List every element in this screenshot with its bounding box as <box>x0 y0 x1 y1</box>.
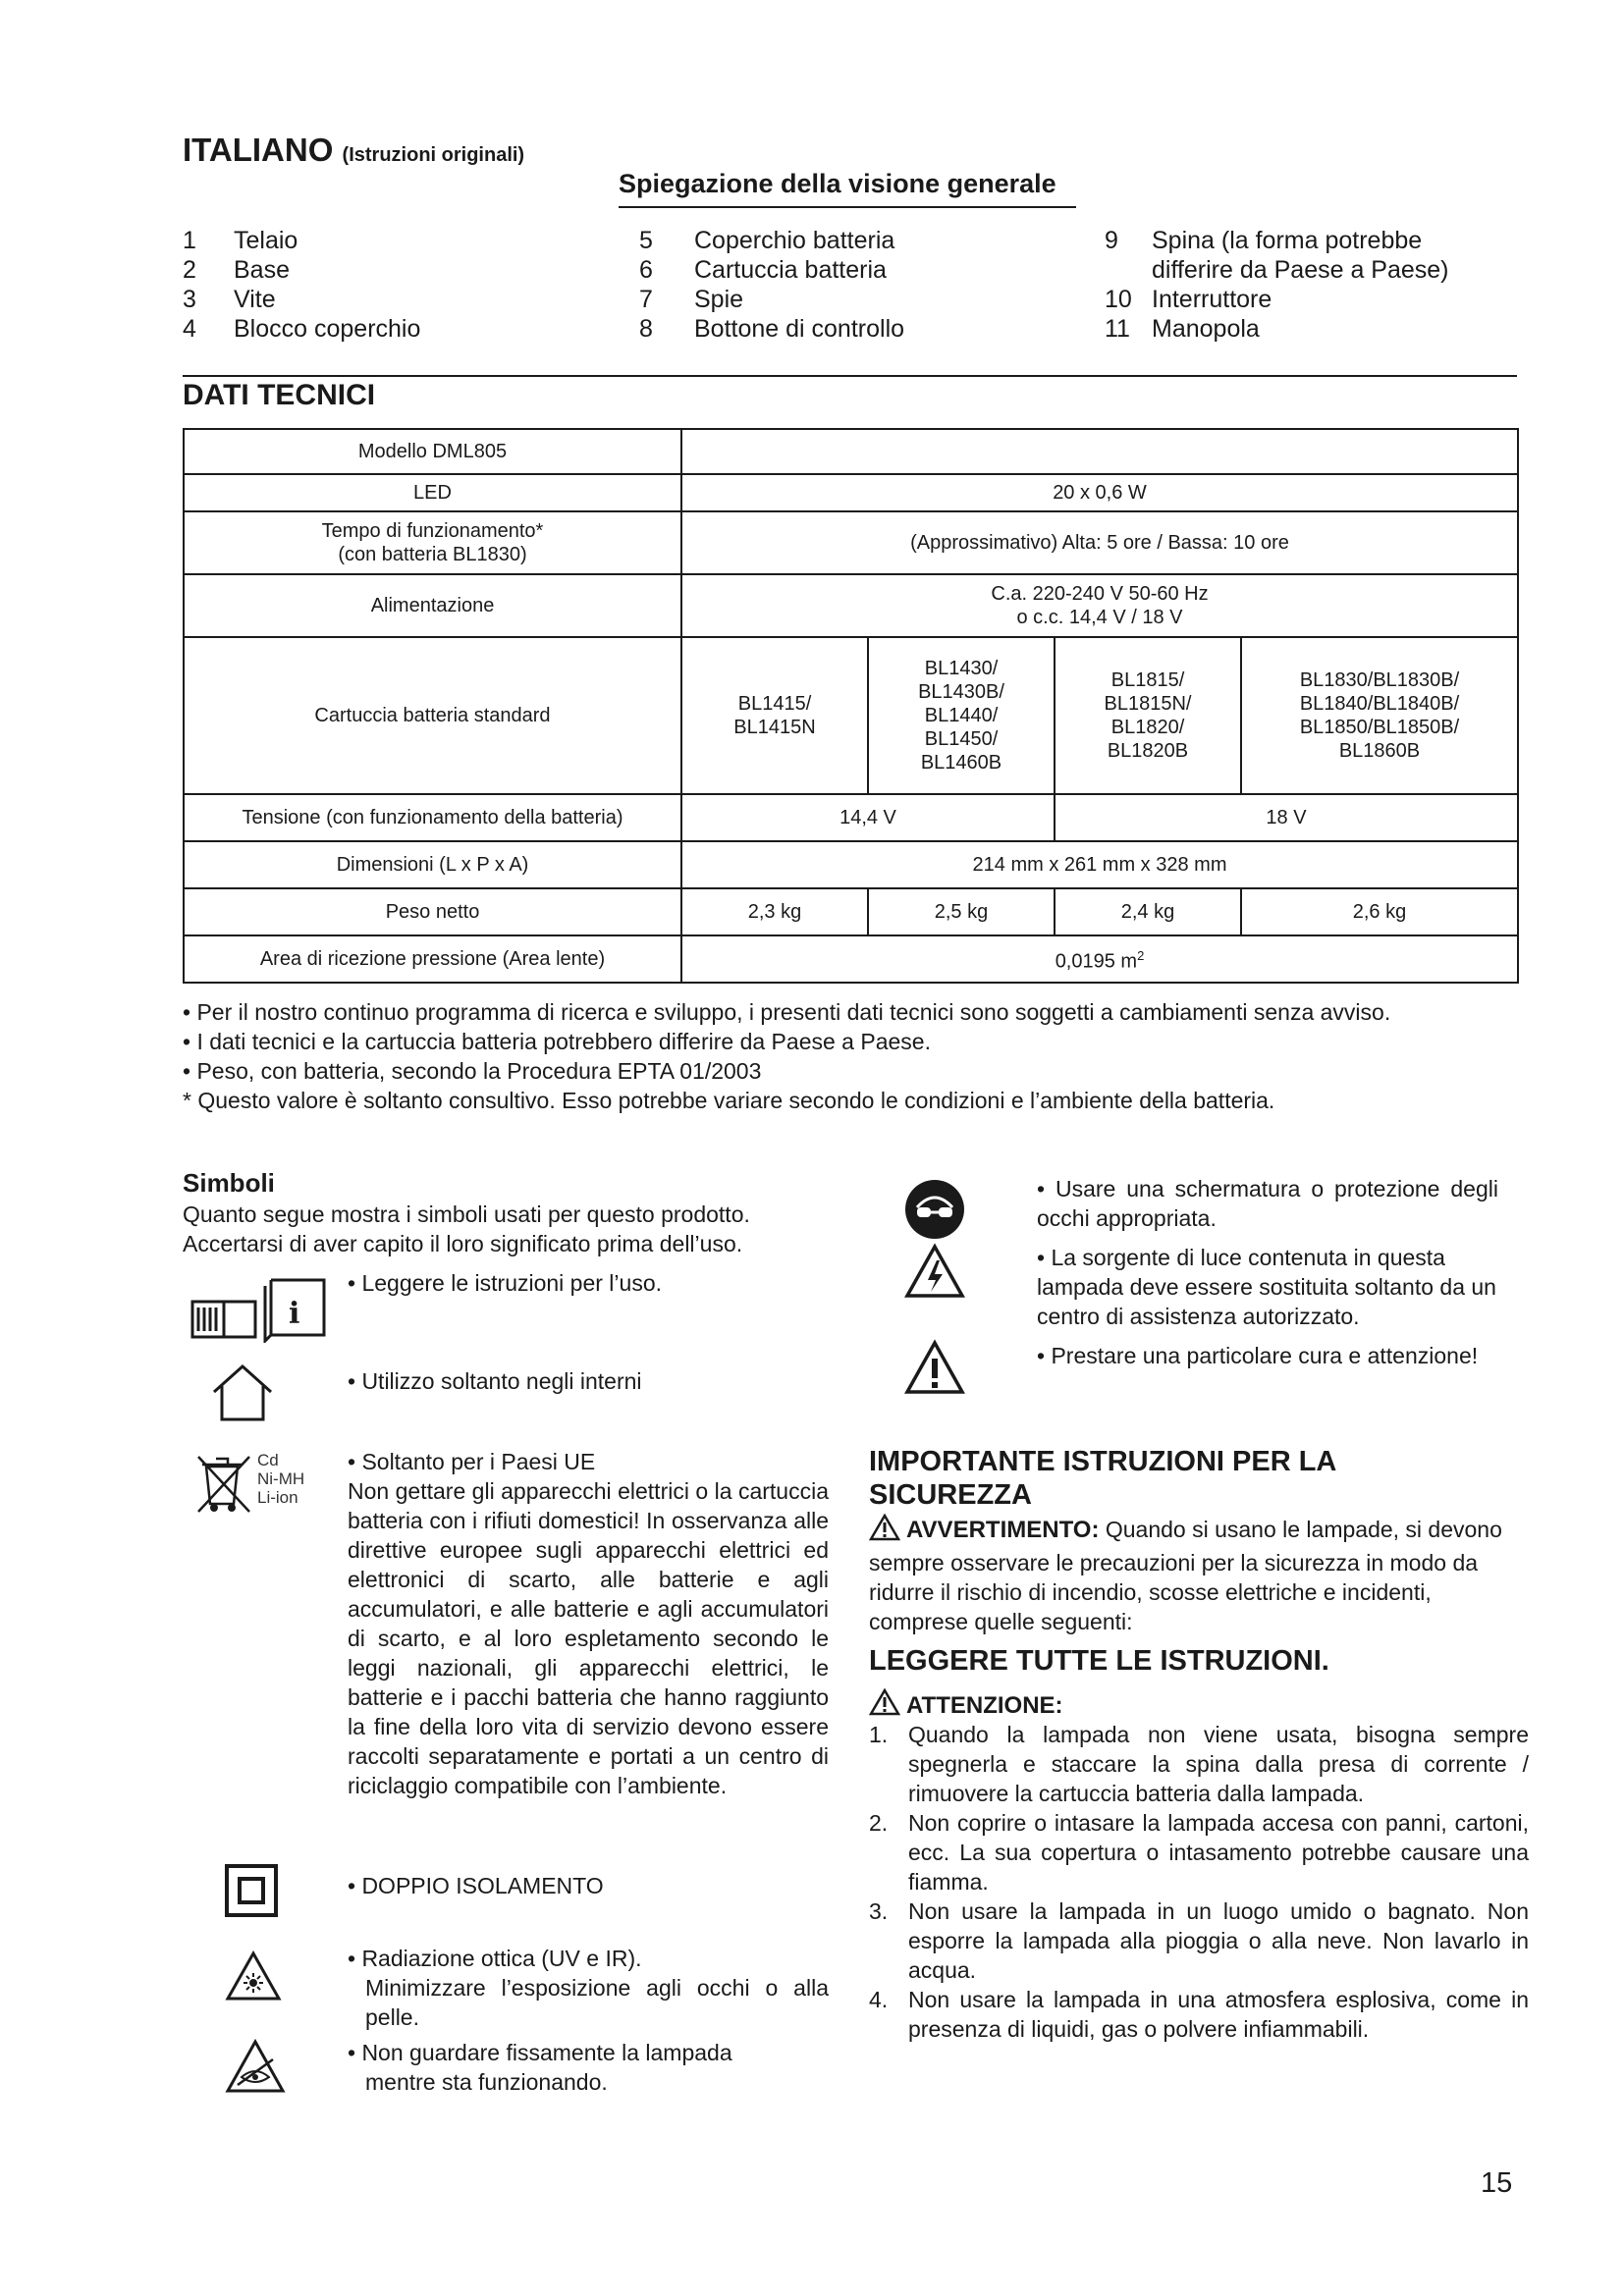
battery-model: BL1450/ <box>924 728 999 750</box>
part-label: Cartuccia batteria <box>694 256 887 284</box>
led-value: 20 x 0,6 W <box>681 474 1518 511</box>
area-label: Area di ricezione pressione (Area lente) <box>184 935 681 983</box>
item-number: 3. <box>869 1898 889 1924</box>
list-item <box>869 1985 1529 2044</box>
no-stare-icon <box>224 2038 287 2100</box>
item-number: 1. <box>869 1722 889 1747</box>
weight-value: 2,4 kg <box>1055 888 1241 935</box>
parts-list-col-2 <box>639 226 904 344</box>
list-item <box>869 1720 1529 1808</box>
list-item <box>1105 255 1449 285</box>
item-text: Quando la lampada non viene usata, bisogna sempre spegnerla e staccare la spina dalla presa di corrente / rimuovere la cartuccia batteria dalla lampada. <box>908 1722 1529 1806</box>
battery-model: BL1850/BL1850B/ <box>1299 717 1460 738</box>
part-label: Telaio <box>234 227 298 254</box>
note: • I dati tecnici e la cartuccia batteria potrebbero differire da Paese a Paese. <box>183 1029 931 1054</box>
list-item <box>639 314 904 344</box>
dimensions-label: Dimensioni (L x P x A) <box>184 841 681 888</box>
battery-model: BL1815/ <box>1110 669 1185 691</box>
battery-group <box>1055 637 1241 794</box>
symbol-indoor-text: • Utilizzo soltanto negli interni <box>348 1368 642 1394</box>
battery-model: BL1820/ <box>1110 717 1185 738</box>
part-number: 4 <box>183 315 196 343</box>
caution-label: ATTENZIONE: <box>906 1692 1063 1719</box>
model-value <box>681 429 1518 474</box>
area-value <box>681 935 1518 983</box>
symbol-read-manual-text: • Leggere le istruzioni per l’uso. <box>348 1270 663 1296</box>
symbol-optical-text-2: Minimizzare l’esposizione agli occhi o alla pelle. <box>365 1975 829 2030</box>
specs-title: DATI TECNICI <box>183 379 376 411</box>
weight-value: 2,6 kg <box>1241 888 1518 935</box>
specs-table <box>183 428 1519 984</box>
symbol-double-insulation-text: • DOPPIO ISOLAMENTO <box>348 1873 604 1898</box>
part-label: Interruttore <box>1152 286 1272 313</box>
language-note: (Istruzioni originali) <box>342 144 525 166</box>
part-number: 6 <box>639 256 653 284</box>
symbol-eye-protection-text: • Usare una schermatura o protezione degli occhi appropriata. <box>1037 1176 1498 1231</box>
item-text: Non usare la lampada in un luogo umido o bagnato. Non esporre la lampada alla pioggia o alla neve. Non lavarlo in acqua. <box>908 1898 1529 1983</box>
parts-list-col-1 <box>183 226 420 344</box>
optical-radiation-icon <box>224 1949 283 2007</box>
part-label: Manopola <box>1152 315 1260 343</box>
table-row <box>184 794 1518 841</box>
part-label: Spina (la forma potrebbe <box>1152 227 1423 254</box>
part-number: 9 <box>1105 227 1118 254</box>
list-item <box>183 285 420 314</box>
symbol-eu-body: Non gettare gli apparecchi elettrici o la cartuccia batteria con i rifiuti domestici! In osservanza alle direttive europee sugli apparecchi elettrici ed elettronici di scarto, alle batterie e agli accumulatori, e alle batterie e agli accumulatori di scarto, e al loro espletamento secondo le leggi nazionali, gli apparecchi elettrici, le batterie e i pacchi batteria che hanno raggiunto la fine della loro vita di servizio devono essere raccolti separatamente e portati a un centro di riciclaggio compatibile con l’ambiente. <box>348 1478 829 1798</box>
part-number: 2 <box>183 256 196 284</box>
warning-text: Quando si usano le lampade, si devono sempre osservare le precauzioni per la sicurezza in modo da ridurre il rischio di incendio, scosse elettriche e incidenti, comprese quelle seguenti: <box>869 1517 1502 1634</box>
symbol-optical-text-1: • Radiazione ottica (UV e IR). <box>348 1946 642 1971</box>
led-label: LED <box>184 474 681 511</box>
list-item <box>639 285 904 314</box>
list-item <box>1105 314 1449 344</box>
list-item <box>869 1896 1529 1985</box>
safety-warning <box>869 1514 1517 1636</box>
double-insulation-icon <box>224 1863 279 1923</box>
area-number: 0,0195 m <box>1055 950 1138 973</box>
symbol-no-stare-text-1: • Non guardare fissamente la lampada <box>348 2040 732 2065</box>
part-number: 7 <box>639 286 653 313</box>
power-label: Alimentazione <box>184 574 681 637</box>
note: • Peso, con batteria, secondo la Procedura EPTA 01/2003 <box>183 1058 762 1084</box>
electric-hazard-icon <box>903 1243 966 1305</box>
safety-list <box>869 1720 1529 2044</box>
battery-label: Cartuccia batteria standard <box>184 637 681 794</box>
battery-model: BL1430/ <box>924 658 999 679</box>
voltage-14v: 14,4 V <box>681 794 1055 841</box>
battery-model: BL1415N <box>733 717 816 738</box>
warning-label: AVVERTIMENTO: <box>906 1517 1100 1543</box>
symbol-eu-only-text: • Soltanto per i Paesi UE <box>348 1449 596 1474</box>
battery-model: BL1430B/ <box>918 681 1004 703</box>
battery-model: BL1820B <box>1107 740 1189 762</box>
part-label: Coperchio batteria <box>694 227 895 254</box>
caution-heading <box>869 1688 1063 1723</box>
area-unit-superscript: 2 <box>1137 948 1145 964</box>
battery-model: BL1815N/ <box>1104 693 1192 715</box>
general-view-title: Spiegazione della visione generale <box>619 169 1056 198</box>
spec-notes <box>183 997 1518 1115</box>
note: * Questo valore è soltanto consultivo. Esso potrebbe variare secondo le condizioni e l’ambiente della batteria. <box>183 1088 1275 1113</box>
list-item <box>183 226 420 255</box>
weee-labels <box>257 1451 304 1507</box>
list-item <box>1105 226 1449 255</box>
table-row <box>184 935 1518 983</box>
battery-model: BL1830/BL1830B/ <box>1299 669 1460 691</box>
parts-list-col-3 <box>1105 226 1449 344</box>
battery-group <box>1241 637 1518 794</box>
list-item <box>639 255 904 285</box>
list-item <box>1105 285 1449 314</box>
battery-group <box>681 637 868 794</box>
section-divider <box>183 375 1517 377</box>
list-item <box>869 1808 1529 1896</box>
power-value <box>681 574 1518 637</box>
read-all-heading: LEGGERE TUTTE LE ISTRUZIONI. <box>869 1645 1329 1677</box>
house-icon <box>208 1362 277 1428</box>
weight-value: 2,5 kg <box>868 888 1055 935</box>
title-underline <box>619 206 1076 208</box>
table-row <box>184 511 1518 574</box>
read-manual-icon <box>187 1272 334 1348</box>
battery-group <box>868 637 1055 794</box>
note: • Per il nostro continuo programma di ricerca e sviluppo, i presenti dati tecnici sono soggetti a cambiamenti senza avviso. <box>183 999 1391 1025</box>
table-row <box>184 888 1518 935</box>
caution-small-icon <box>869 1688 900 1723</box>
caution-icon <box>903 1339 966 1401</box>
battery-model: BL1860B <box>1338 740 1421 762</box>
part-label: Blocco coperchio <box>234 315 421 343</box>
weee-label: Li-ion <box>257 1488 298 1507</box>
language-heading <box>183 132 524 169</box>
runtime-label-line: (con batteria BL1830) <box>338 544 527 565</box>
weee-label: Cd <box>257 1451 279 1469</box>
part-number: 8 <box>639 315 653 343</box>
model-label: Modello DML805 <box>184 429 681 474</box>
warning-icon <box>869 1514 900 1548</box>
runtime-label-line: Tempo di funzionamento* <box>321 520 544 542</box>
safety-heading: IMPORTANTE ISTRUZIONI PER LA SICUREZZA <box>869 1446 1336 1511</box>
battery-model: BL1460B <box>920 752 1002 774</box>
part-number: 3 <box>183 286 196 313</box>
table-row <box>184 841 1518 888</box>
symbols-intro: Quanto segue mostra i simboli usati per questo prodotto. Accertarsi di aver capito il loro significato prima dell’uso. <box>183 1201 750 1256</box>
list-item <box>639 226 904 255</box>
power-value-line: C.a. 220-240 V 50-60 Hz <box>991 583 1209 605</box>
part-number: 11 <box>1105 315 1130 343</box>
symbol-light-source-text: • La sorgente di luce contenuta in questa lampada deve essere sostituita soltanto da un centro di assistenza autorizzato. <box>1037 1245 1496 1329</box>
item-number: 4. <box>869 1987 889 2012</box>
weight-value: 2,3 kg <box>681 888 868 935</box>
part-number: 10 <box>1105 286 1132 313</box>
item-number: 2. <box>869 1810 889 1836</box>
table-row <box>184 637 1518 794</box>
part-number <box>1105 255 1152 285</box>
runtime-value: (Approssimativo) Alta: 5 ore / Bassa: 10 ore <box>681 511 1518 574</box>
list-item <box>183 255 420 285</box>
symbols-heading: Simboli <box>183 1168 275 1198</box>
part-label: Vite <box>234 286 276 313</box>
list-item <box>183 314 420 344</box>
part-label: differire da Paese a Paese) <box>1152 256 1449 284</box>
part-label: Bottone di controllo <box>694 315 905 343</box>
table-row <box>184 474 1518 511</box>
voltage-label: Tensione (con funzionamento della batteria) <box>184 794 681 841</box>
language-title: ITALIANO <box>183 132 334 168</box>
table-row <box>184 574 1518 637</box>
symbol-no-stare-text-2: mentre sta funzionando. <box>365 2069 608 2095</box>
part-label: Spie <box>694 286 744 313</box>
runtime-label <box>184 511 681 574</box>
svg-text:i: i <box>289 1297 300 1331</box>
part-label: Base <box>234 256 290 284</box>
power-value-line: o c.c. 14,4 V / 18 V <box>1016 607 1183 628</box>
voltage-18v: 18 V <box>1055 794 1518 841</box>
symbol-care-text: • Prestare una particolare cura e attenzione! <box>1037 1343 1479 1368</box>
battery-model: BL1415/ <box>737 693 812 715</box>
battery-model: BL1840/BL1840B/ <box>1299 693 1460 715</box>
item-text: Non usare la lampada in una atmosfera esplosiva, come in presenza di liquidi, gas o polvere infiammabili. <box>908 1987 1529 2042</box>
battery-model: BL1440/ <box>924 705 999 726</box>
weee-label: Ni-MH <box>257 1469 305 1488</box>
page-number: 15 <box>1481 2167 1513 2199</box>
weight-label: Peso netto <box>184 888 681 935</box>
table-row <box>184 429 1518 474</box>
part-number: 5 <box>639 227 653 254</box>
eye-protection-icon <box>903 1178 966 1246</box>
dimensions-value: 214 mm x 261 mm x 328 mm <box>681 841 1518 888</box>
part-number: 1 <box>183 227 196 254</box>
item-text: Non coprire o intasare la lampada accesa con panni, cartoni, ecc. La sua copertura o intasamento potrebbe causare una fiamma. <box>908 1810 1529 1895</box>
